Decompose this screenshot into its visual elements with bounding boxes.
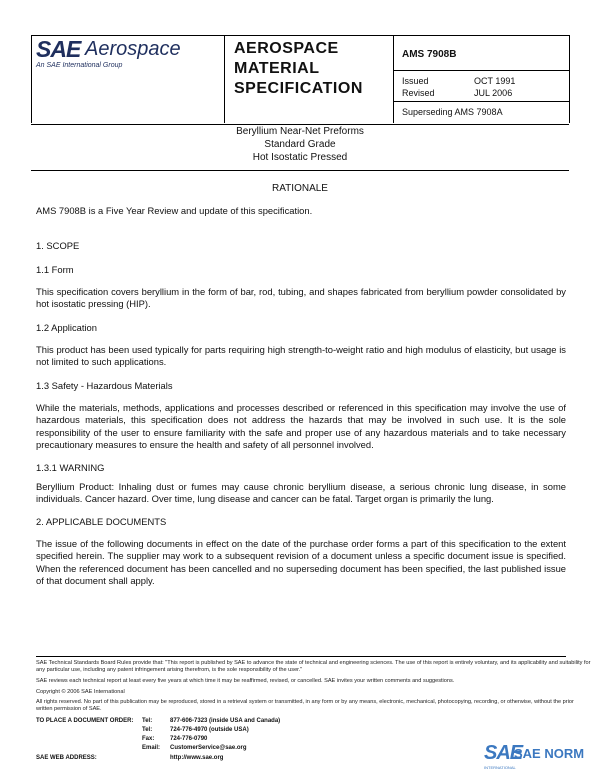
subtitle-rule [31, 170, 569, 171]
email-link[interactable]: CustomerService@sae.org [170, 745, 247, 751]
section-1-2-heading: 1.2 Application [36, 322, 97, 333]
header-edge-right [569, 35, 570, 123]
section-1-3-1-heading: 1.3.1 WARNING [36, 462, 105, 473]
rationale-text: AMS 7908B is a Five Year Review and update of this specification. [36, 205, 313, 216]
footer-paragraph-4: All rights reserved. No part of this publication may be reproduced, stored in a retrieval system or transmitted, in any form or by any means, electronic, mechanical, photocopying, recording, or otherwise, without the prior written permission of SAE. [36, 699, 574, 713]
rationale-heading: RATIONALE [272, 183, 328, 194]
sae-norm-logo-mark: SAE [484, 742, 523, 764]
title-line-2: MATERIAL [234, 60, 320, 77]
section-1-1-heading: 1.1 Form [36, 264, 74, 275]
revised-label: Revised [402, 88, 435, 98]
sae-norm-logo-subtitle: INTERNATIONAL [484, 765, 516, 770]
title-line-1: AEROSPACE [234, 40, 339, 57]
fax-label: Fax: [142, 736, 155, 742]
sae-logo: SAE [36, 36, 81, 62]
document-number: AMS 7908B [402, 49, 457, 60]
tel-value[interactable]: 877-606-7323 (inside USA and Canada) [170, 718, 281, 724]
header-divider-left [224, 35, 225, 123]
tel2-label: Tel: [142, 727, 153, 733]
section-1-3-text: While the materials, methods, applications and processes described or referenced in this specification may involve the use of hazardous materials, this specification does not address the hazards that may be involved in such use. It is the sole responsibility of the user to ensure familiarity with the safe and proper use of any hazardous materials and to take necessary precautionary measures to ensure the health and safety of all personnel involved. [36, 402, 566, 450]
issued-label: Issued [402, 76, 429, 86]
section-1-heading: 1. SCOPE [36, 240, 80, 251]
section-2-text: The issue of the following documents in effect on the date of the purchase order forms a part of this specification to the extent specified herein. The supplier may work to a subsequent revision of a document unless a specific document issue is specified. When the referenced document has been cancelled and no superseding document has been specified, the last published issue of that document shall apply. [36, 538, 566, 586]
footer-paragraph-1: SAE Technical Standards Board Rules provide that: "This report is published by SAE to advance the state of technical and engineering sciences. The use of this report is entirely voluntary, and its applicability and suitability for any particular use, including any patent infringement arising therefrom, is the sole responsibility of the user." [36, 660, 591, 674]
header-divider-right [393, 35, 394, 123]
section-1-1-text: This specification covers beryllium in the form of bar, rod, tubing, and shapes fabricated from beryllium powder consolidated by hot isostatic pressing (HIP). [36, 286, 566, 310]
sae-norm-logo-text: SAE NORM [514, 746, 585, 761]
web-link[interactable]: http://www.sae.org [170, 755, 224, 761]
order-label: TO PLACE A DOCUMENT ORDER: [36, 718, 134, 724]
subtitle-line-2: Standard Grade [264, 139, 336, 150]
fax-value: 724-776-0790 [170, 736, 208, 742]
revised-value: JUL 2006 [474, 88, 513, 98]
footer-paragraph-2: SAE reviews each technical report at least every five years at which time it may be reaffirmed, revised, or cancelled. SAE invites your written comments and suggestions. [36, 678, 455, 684]
section-1-3-1-text: Beryllium Product: Inhaling dust or fumes may cause chronic beryllium disease, a serious chronic lung disease, in some individuals. Cancer hazard. Over time, lung disease and cancer can be fatal. Target organ is primarily the lung. [36, 481, 566, 505]
header-rule-2 [393, 101, 569, 102]
footer-copyright: Copyright © 2006 SAE International [36, 689, 125, 695]
footer-rule [36, 656, 566, 657]
section-2-heading: 2. APPLICABLE DOCUMENTS [36, 516, 167, 527]
logo-subtitle: An SAE International Group [36, 62, 123, 69]
title-line-3: SPECIFICATION [234, 80, 363, 97]
subtitle-line-3: Hot Isostatic Pressed [252, 152, 348, 163]
section-1-3-heading: 1.3 Safety - Hazardous Materials [36, 380, 173, 391]
section-1-2-text: This product has been used typically for parts requiring high strength-to-weight ratio and high modulus of elasticity, but usage is not limited to such applications. [36, 344, 566, 368]
aerospace-logo-text: Aerospace [85, 38, 181, 60]
web-label: SAE WEB ADDRESS: [36, 755, 97, 761]
subtitle-line-1: Beryllium Near-Net Preforms [236, 126, 364, 137]
tel2-value[interactable]: 724-776-4970 (outside USA) [170, 727, 249, 733]
superseding-note: Superseding AMS 7908A [402, 107, 503, 117]
header-edge-left [31, 35, 32, 123]
issued-value: OCT 1991 [474, 76, 516, 86]
header-rule-1 [393, 70, 569, 71]
email-label: Email: [142, 745, 161, 751]
tel-label: Tel: [142, 718, 153, 724]
